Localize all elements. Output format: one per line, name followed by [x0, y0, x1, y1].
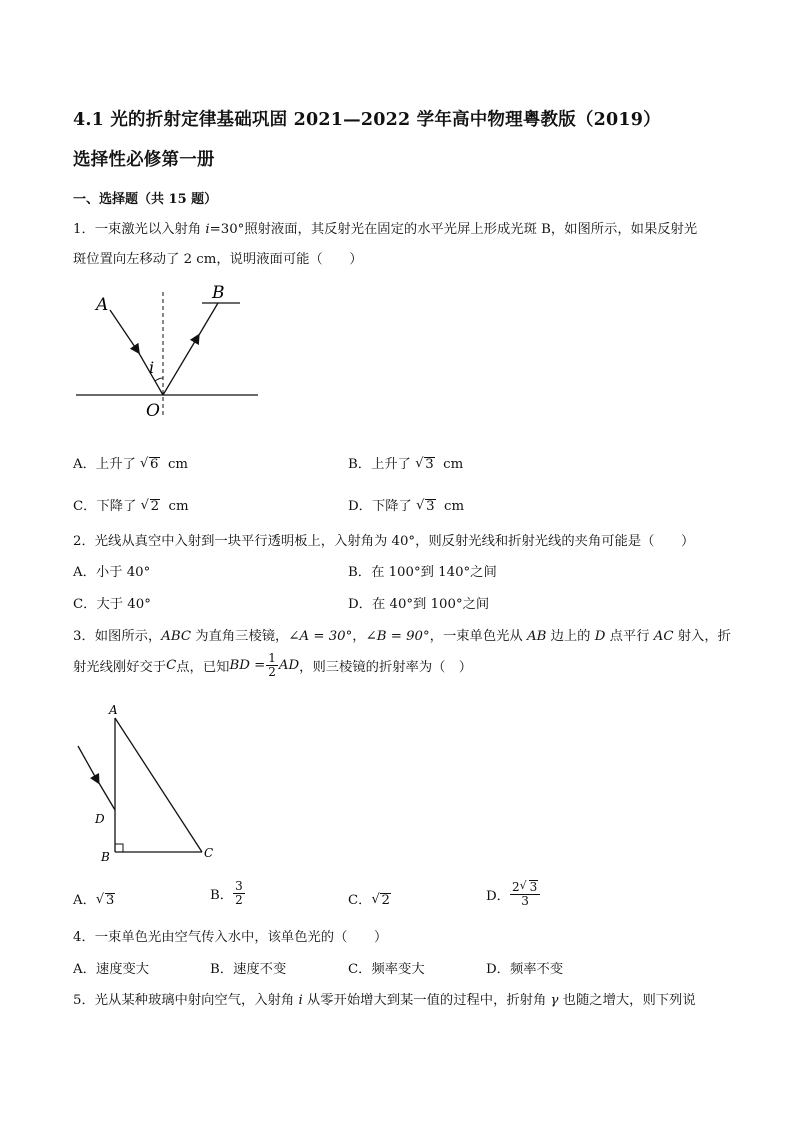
- q5-text: 5．光从某种玻璃中射向空气，入射角 i 从零开始增大到某一值的过程中，折射角 γ 也随之增大，则下列说: [73, 993, 696, 1008]
- q3-text-line2: 射光线刚好交于 C 点，已知 BD = $\frac{1}{2}$ AD ，则三棱镜的折射率为（ ）: [73, 651, 473, 679]
- reflected-ray: [163, 338, 197, 395]
- q1-text-line1: 1．一束激光以入射角 i=30°照射液面，其反射光在固定的水平光屏上形成光斑 B，如图所示，如果反射光: [73, 222, 698, 237]
- q1-option-d[interactable]: D．下降了 √ 3 cm: [348, 498, 465, 514]
- prism-side-ac: [115, 718, 202, 852]
- q1-reflection-figure: [70, 280, 270, 420]
- q4-option-c[interactable]: C．频率变大: [348, 962, 425, 977]
- q4-option-b[interactable]: B．速度不变: [210, 962, 287, 977]
- q2-option-a[interactable]: A．小于 40°: [73, 565, 151, 580]
- q3-option-b[interactable]: B． $\frac{3}{2}$: [210, 879, 243, 907]
- q2-text: 2．光线从真空中入射到一块平行透明板上，入射角为 40°，则反射光线和折射光线的夹角可能是（ ）: [73, 534, 695, 549]
- section-heading: 一、选择题（共 15 题）: [73, 192, 218, 207]
- q2-option-b[interactable]: B．在 100°到 140°之间: [348, 565, 497, 580]
- q1-label-i: i: [149, 358, 155, 377]
- q4-option-a[interactable]: A．速度变大: [73, 962, 150, 977]
- q1-label-O: O: [146, 401, 160, 420]
- q4-option-d[interactable]: D．频率不变: [486, 962, 564, 977]
- q1-text-line2: 斑位置向左移动了 2 cm，说明液面可能（ ）: [73, 252, 363, 267]
- q3-option-c[interactable]: C． √ 2: [348, 892, 390, 908]
- q4-text: 4．一束单色光由空气传入水中，该单色光的（ ）: [73, 930, 388, 945]
- q3-option-d[interactable]: D． 2 √ 3 3: [486, 880, 540, 908]
- incident-ray: [78, 746, 97, 780]
- q2-option-c[interactable]: C．大于 40°: [73, 597, 151, 612]
- q1-option-c[interactable]: C．下降了 √ 2 cm: [73, 498, 189, 514]
- q1-label-A: A: [96, 295, 109, 315]
- q1-label-B: B: [212, 283, 225, 303]
- q3-label-A: A: [109, 703, 118, 717]
- q3-label-C: C: [204, 846, 214, 860]
- q3-option-a[interactable]: A． √ 3: [73, 892, 115, 908]
- q3-prism-figure: [70, 698, 230, 866]
- document-title-line1: 4.1 光的折射定律基础巩固 2021—2022 学年高中物理粤教版（2019）: [73, 110, 661, 130]
- q3-text-line1: 3．如图所示，ABC 为直角三棱镜，∠A = 30°，∠B = 90°，一束单色光从 AB 边上的 D 点平行 AC 射入，折: [73, 629, 731, 644]
- q1-option-b[interactable]: B．上升了 √ 3 cm: [348, 456, 464, 472]
- q3-label-D: D: [95, 812, 105, 826]
- q2-option-d[interactable]: D．在 40°到 100°之间: [348, 597, 490, 612]
- q1-option-a[interactable]: A．上升了 √ 6 cm: [73, 456, 189, 472]
- document-title-line2: 选择性必修第一册: [73, 150, 215, 170]
- q3-label-B: B: [101, 850, 110, 864]
